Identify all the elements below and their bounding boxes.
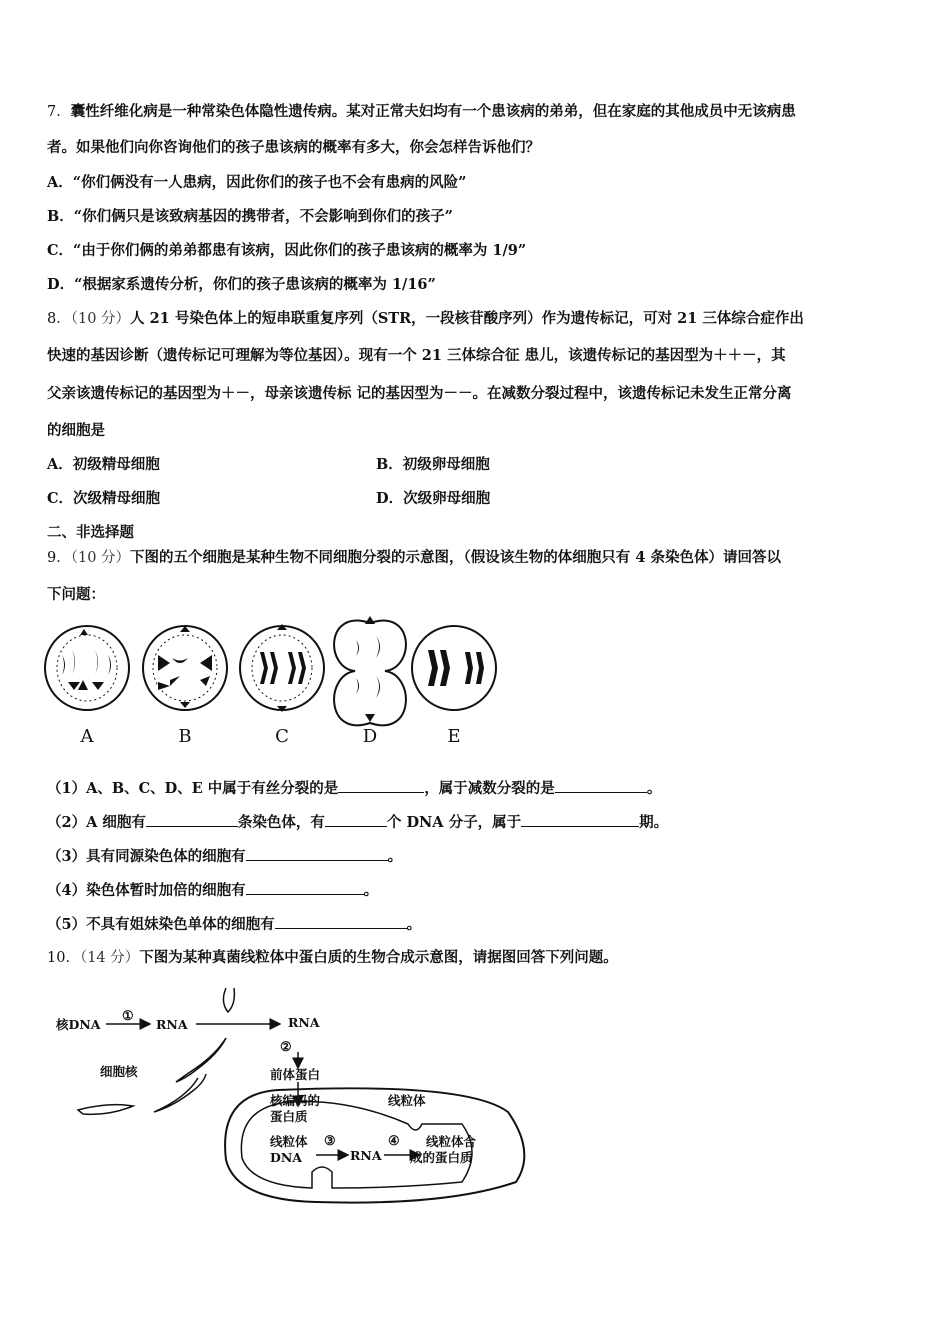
label-mito-dna-1: 线粒体 <box>270 1134 308 1149</box>
q9-sub4 <box>47 880 378 901</box>
q9-sub3 <box>47 846 402 867</box>
section-heading: 二、非选择题 <box>47 524 134 541</box>
answer-blank-7[interactable] <box>246 880 364 895</box>
answer-blank-1[interactable] <box>338 778 424 793</box>
label-step-3: ③ <box>324 1134 336 1149</box>
mitochondria-diagram <box>48 980 528 1210</box>
q7-option-d: D．“根据家系遗传分析，你们的孩子患该病的概率为 1/16” <box>47 276 436 293</box>
cell-label-c: C <box>275 726 289 747</box>
q9-sub5 <box>47 914 421 935</box>
q9-number: 9． <box>47 550 71 566</box>
q8-option-b: B．初级卵母细胞 <box>376 456 490 473</box>
q9-line1 <box>47 548 781 568</box>
q10-stem-1: 下图为某种真菌线粒体中蛋白质的生物合成示意图，请据图回答下列问题。 <box>139 949 618 966</box>
label-step-2: ② <box>280 1040 292 1055</box>
cell-label-a: A <box>80 726 94 747</box>
cell-b-outline <box>143 626 227 710</box>
q9-sub1-text-a: （1）A、B、C、D、E 中属于有丝分裂的是 <box>47 780 339 797</box>
q8-line2: 快速的基因诊断（遗传标记可理解为等位基因）。现有一个 21 三体综合征 患儿，该遗传标记的基因型为＋＋－，其 <box>47 347 786 364</box>
label-rna-2: RNA <box>288 1015 320 1030</box>
q7-number: 7． <box>47 104 71 120</box>
label-rna-3: RNA <box>350 1148 382 1163</box>
q9-stem-1: 下图的五个细胞是某种生物不同细胞分裂的示意图，（假设该生物的体细胞只有 4 条染色体）请回答以 <box>130 549 781 566</box>
q8-option-c: C．次级精母细胞 <box>47 490 161 507</box>
q7-option-a: A．“你们俩没有一人患病，因此你们的孩子也不会有患病的风险” <box>47 174 467 191</box>
q10-score: （14 分） <box>79 950 140 966</box>
cell-label-b: B <box>178 726 192 747</box>
cell-label-e: E <box>447 726 461 747</box>
q8-line3: 父亲该遗传标记的基因型为＋－，母亲该遗传标 记的基因型为－－。在减数分裂过程中，该遗传标记未发生正常分离 <box>47 385 792 402</box>
q8-stem-1: 人 21 号染色体上的短串联重复序列（STR，一段核苷酸序列）作为遗传标记，可对 21 三体综合症作出 <box>130 310 804 327</box>
q9-sub3-text-a: （3）具有同源染色体的细胞有 <box>47 848 246 865</box>
label-mito-protein-2: 成的蛋白质 <box>410 1150 473 1165</box>
q8-number: 8． <box>47 311 71 327</box>
answer-blank-5[interactable] <box>521 812 639 827</box>
q9-sub3-text-b: 。 <box>387 848 403 865</box>
q9-score: （10 分） <box>70 550 131 566</box>
label-nuclear-encoded-2: 蛋白质 <box>270 1109 308 1124</box>
answer-blank-6[interactable] <box>246 846 388 861</box>
label-step-4: ④ <box>388 1134 400 1149</box>
label-nucleus: 细胞核 <box>100 1064 138 1079</box>
label-mitochondrion: 线粒体 <box>388 1093 426 1108</box>
q7-line2: 者。如果他们向你咨询他们的孩子患该病的概率有多大，你会怎样告诉他们？ <box>47 139 540 156</box>
q9-sub1-text-c: 。 <box>646 780 662 797</box>
cell-d-outline <box>334 621 406 726</box>
q9-sub2-text-a: （2）A 细胞有 <box>47 814 146 831</box>
cell-division-figure <box>40 610 510 750</box>
cell-a-outline <box>45 626 129 710</box>
q8-line1 <box>47 309 804 329</box>
q9-sub1-text-b: ，属于减数分裂的是 <box>424 780 555 797</box>
label-nuclear-dna: 核DNA <box>56 1017 101 1032</box>
q7-line1 <box>47 102 796 122</box>
q9-sub5-text-b: 。 <box>406 916 422 933</box>
q8-line4: 的细胞是 <box>47 422 105 439</box>
cell-c-outline <box>240 626 324 710</box>
q8-option-a: A．初级精母细胞 <box>47 456 160 473</box>
nuclear-envelope-left <box>78 1105 133 1115</box>
q10-line1 <box>47 948 618 968</box>
label-mito-dna-2: DNA <box>270 1150 302 1165</box>
cell-label-d: D <box>362 726 378 747</box>
label-precursor-protein: 前体蛋白 <box>270 1067 321 1082</box>
q9-sub4-text-b: 。 <box>363 882 379 899</box>
q7-option-b: B．“你们俩只是该致病基因的携带者，不会影响到你们的孩子” <box>47 208 453 225</box>
answer-blank-8[interactable] <box>275 914 407 929</box>
q9-sub2-text-b: 条染色体，有 <box>237 814 325 831</box>
q9-line2: 下问题： <box>47 586 105 603</box>
nuclear-envelope-middle <box>176 1038 226 1082</box>
q7-stem-1: 囊性纤维化病是一种常染色体隐性遗传病。某对正常夫妇均有一个患该病的弟弟，但在家庭的其他成员中无该病患 <box>70 103 796 120</box>
answer-blank-2[interactable] <box>555 778 647 793</box>
nuclear-envelope-top <box>223 988 234 1012</box>
q9-sub5-text-a: （5）不具有姐妹染色单体的细胞有 <box>47 916 275 933</box>
q8-score: （10 分） <box>70 311 131 327</box>
q9-sub1 <box>47 778 661 799</box>
q7-option-c: C．“由于你们俩的弟弟都患有该病，因此你们的孩子患该病的概率为 1/9” <box>47 242 527 259</box>
q9-sub2-text-d: 期。 <box>639 814 669 831</box>
q9-sub2 <box>47 812 668 833</box>
answer-blank-4[interactable] <box>325 812 387 827</box>
answer-blank-3[interactable] <box>146 812 238 827</box>
q10-number: 10． <box>47 950 80 966</box>
q9-sub4-text-a: （4）染色体暂时加倍的细胞有 <box>47 882 246 899</box>
label-mito-protein-1: 线粒体合 <box>426 1134 477 1149</box>
q9-sub2-text-c: 个 DNA 分子，属于 <box>386 814 522 831</box>
label-step-1: ① <box>122 1009 134 1024</box>
label-rna-1: RNA <box>156 1017 188 1032</box>
q8-option-d: D．次级卵母细胞 <box>376 490 491 507</box>
label-nuclear-encoded-1: 核编码的 <box>270 1093 321 1108</box>
